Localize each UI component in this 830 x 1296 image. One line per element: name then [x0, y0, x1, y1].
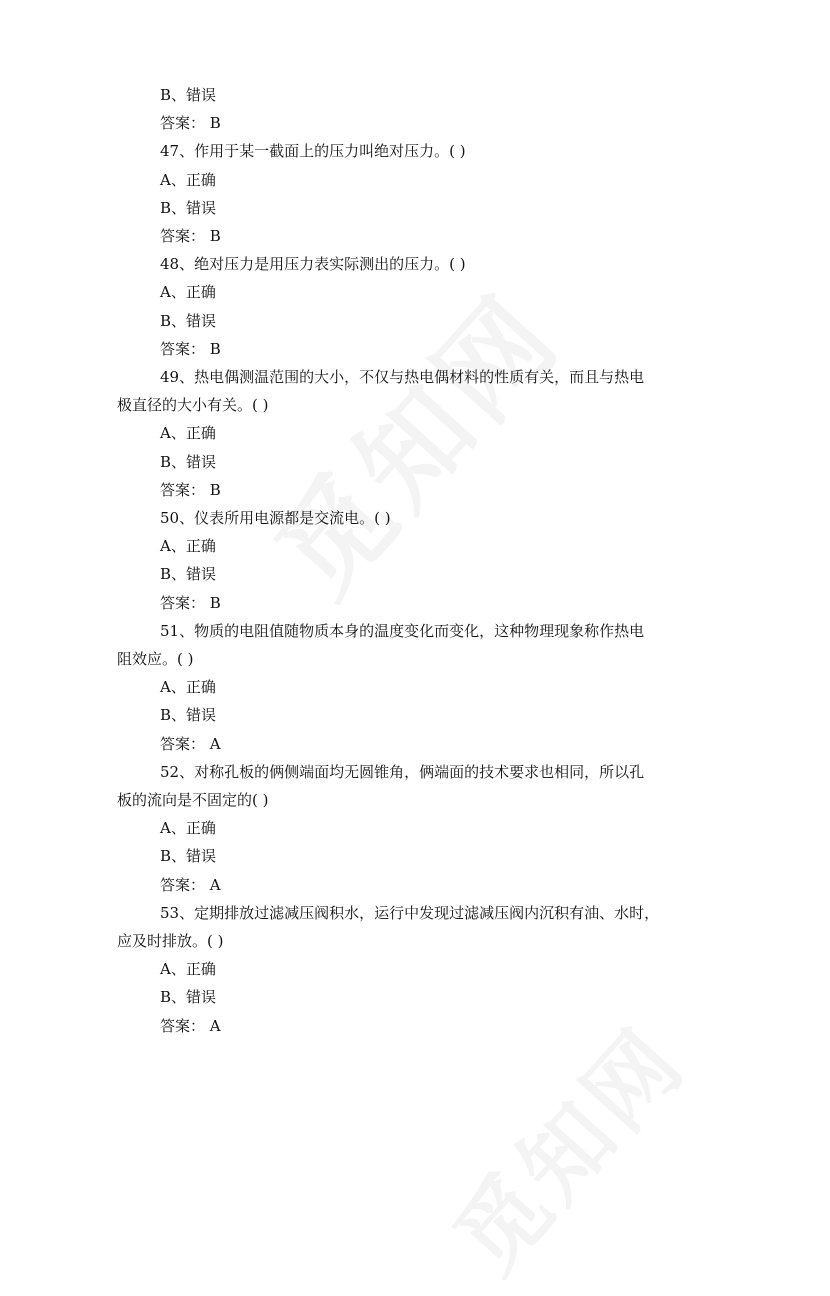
option-b: B、错误	[160, 847, 217, 865]
option-b: B、错误	[160, 312, 217, 330]
option-b: B、错误	[160, 706, 217, 724]
question-47: 47、作用于某一截面上的压力叫绝对压力。( )	[160, 142, 466, 160]
answer-line: 答案： A	[160, 735, 221, 753]
option-b: B、错误	[160, 565, 217, 583]
option-a: A、正确	[160, 424, 216, 442]
option-b: B、错误	[160, 86, 217, 104]
answer-line: 答案： B	[160, 594, 221, 612]
question-51: 51、物质的电阻值随物质本身的温度变化而变化，这种物理现象称作热电	[160, 622, 645, 640]
option-a: A、正确	[160, 960, 216, 978]
question-48: 48、绝对压力是用压力表实际测出的压力。( )	[160, 255, 466, 273]
option-a: A、正确	[160, 283, 216, 301]
question-50: 50、仪表所用电源都是交流电。( )	[160, 509, 391, 527]
answer-line: 答案： B	[160, 340, 221, 358]
option-a: A、正确	[160, 171, 216, 189]
question-52: 52、对称孔板的俩侧端面均无圆锥角，俩端面的技术要求也相同，所以孔	[160, 763, 645, 781]
question-52-continuation: 板的流向是不固定的( )	[117, 791, 269, 809]
answer-line: 答案： B	[160, 481, 221, 499]
question-51-continuation: 阻效应。( )	[117, 650, 194, 668]
answer-line: 答案： A	[160, 1017, 221, 1035]
watermark-main	[235, 255, 589, 624]
question-53-continuation: 应及时排放。( )	[117, 932, 224, 950]
option-a: A、正确	[160, 537, 216, 555]
option-b: B、错误	[160, 453, 217, 471]
option-b: B、错误	[160, 199, 217, 217]
answer-line: 答案： A	[160, 876, 221, 894]
answer-line: 答案： B	[160, 114, 221, 132]
question-53: 53、定期排放过滤减压阀积水，运行中发现过滤减压阀内沉积有油、水时，	[160, 904, 660, 922]
option-b: B、错误	[160, 988, 217, 1006]
watermark-bottom	[419, 994, 708, 1295]
question-49: 49、热电偶测温范围的大小，不仅与热电偶材料的性质有关，而且与热电	[160, 368, 645, 386]
answer-line: 答案： B	[160, 227, 221, 245]
option-a: A、正确	[160, 678, 216, 696]
question-49-continuation: 极直径的大小有关。( )	[117, 396, 269, 414]
option-a: A、正确	[160, 819, 216, 837]
